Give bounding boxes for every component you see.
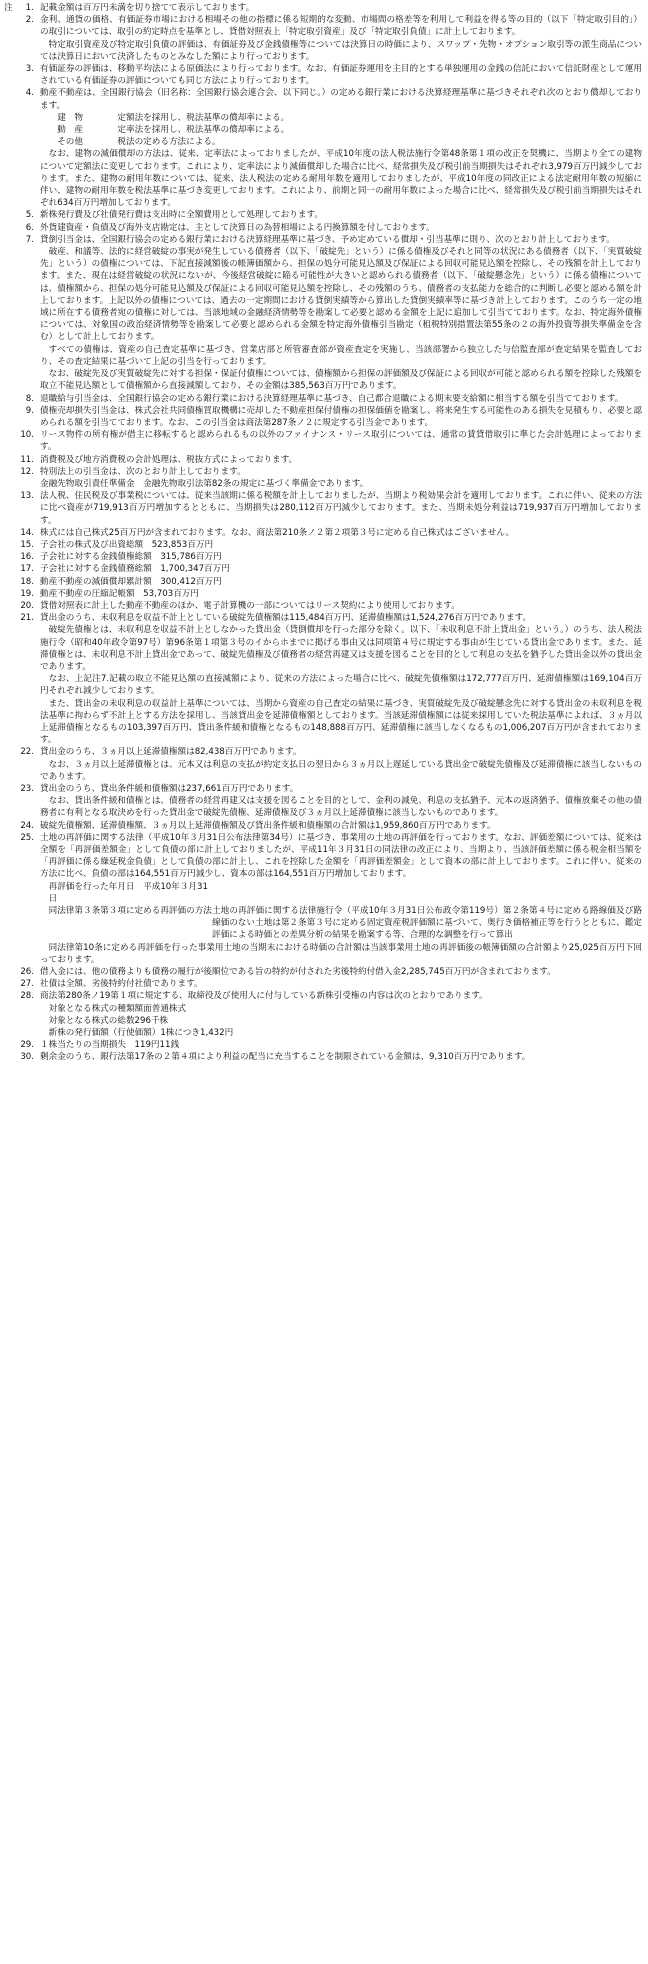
issue-price-row: 新株の発行価額（行使価額） 1株につき1,432円 <box>48 1028 234 1039</box>
revaluation-date: 再評価を行った年月日 平成10年３月31日 <box>48 881 208 904</box>
note-26: 26. 借入金には、他の債務よりも債務の履行が後順位である旨の特約が付された劣後特約付借入金2,285,745百万円が含まれております。 <box>20 967 556 978</box>
depreciation-movables: 動 産 定率法を採用し、税法基準の償却率による。 <box>57 125 290 136</box>
note-13: 13. 法人税、住民税及び事業税については、従来当該期に係る税額を計上しておりましたが、当期より税効果会計を適用しております。これに伴い、従来の方法に比べ資産が719,913百万円増加するとともに、当期損失は280,112百万円減少しております。また、当期未処分利益は719,937百万円増加しております。 <box>20 491 642 526</box>
note-27: 27. 社債は全額、劣後特約付社債であります。 <box>20 979 203 990</box>
depreciation-other: その他 税法の定める方法による。 <box>57 137 221 148</box>
note-5: 5. 新株発行費及び社債発行費は支出時に全額費用として処理しております。 <box>25 210 323 221</box>
note-18: 18. 動産不動産の減価償却累計額 300,412百万円 <box>20 576 222 587</box>
note-15: 15. 子会社の株式及び出資総額 523,853百万円 <box>20 539 214 550</box>
stock-total-row: 対象となる株式の総数 296千株 <box>48 1015 169 1026</box>
note-9: 9. 債権売却損失引当金は、株式会社共同債権買取機構に売却した不動産担保付債権の担保価値を勘案し、将来発生する可能性のある損失を見積もり、必要と認められる額を引当てております。なお、この引当金は商法第287条ノ２に規定する引当金であります。 <box>25 405 642 428</box>
note-3: 3. 有価証券の評価は、移動平均法による原価法により行っております。なお、有価証券運用を主目的とする単独運用の金銭の信託において信託財産として運用されている有価証券の評価についても同じ方法により行っております。 <box>25 64 642 87</box>
note-25: 25. 土地の再評価に関する法律（平成10年３月31日公布法律第34号）に基づき、事業用の土地の再評価を行っております。なお、評価差額については、従来は全額を「再評価差額金」として負債の部に計上しておりましたが、平成11年３月31日の同法律の改正により、当期より、当該評価差額に係る税金相当額を「再評価に係る繰延税金負債」として負債の部に計上し、これを控除した金額を「再評価差額金」として資本の部に計上しております。これに伴い、従来の方法に比べ、負債の部は164,551百万円減少し、資本の部は164,551百万円増加しております。 再評価を行った年月日 平成10年３月31日 同法律第３条第３項に定める再評価の方法 土地の再評価に関する法律施行令（平成10年３月31日公布政令第119号）第２条第４号に定める路線価及び路線価のない土地は第２条第３号に定める固定資産税評価額に基づいて、奥行き価格補正等を行うとともに、鑑定評価による時価との差異分析の結果を勘案する等、合理的な調整を行って算出 同法律第10条に定める再評価を行った事業用土地の当期末における時価の合計額は当該事業用土地の再評価後の帳簿価額の合計額より25,025百万円下回っております。 <box>20 832 642 965</box>
note-19: 19. 動産不動産の圧縮記帳額 53,703百万円 <box>20 588 199 599</box>
stock-option-details <box>40 1003 642 1040</box>
notes-prefix: 注 <box>4 3 13 13</box>
note-30: 30. 剰余金のうち、銀行法第17条の２第４項により利益の配当に充当することを制限されている金額は、9,310百万円であります。 <box>20 1052 531 1063</box>
depreciation-building: 建 物 定額法を採用し、税法基準の償却率による。 <box>57 112 290 123</box>
note-4: 4. 動産不動産は、全国銀行協会（旧名称：全国銀行協会連合会、以下同じ。）の定める銀行業における決算経理基準に基づきそれぞれ次のとおり償却しております。 建 物 定額法を採用し、税法基準の償却率による。 動 産 定率法を採用し、税法基準の償却率による。 その他 税法の定める方法による。 なお、建物の減価償却の方法は、従来、定率法によっておりましたが、平成10年度の法人税法施行令第48条第１項の改正を契機に、当期より全ての建物について定額法に変更しております。これにより、定率法により減価償却した場合に比べ、経常損失及び税引前当期損失はそれぞれ3,979百万円減少しております。また、建物の耐用年数については、従来、法人税法の定める耐用年数を適用しておりましたが、平成10年度の同改正による法定耐用年数の短縮に伴い、建物の耐用年数を税法基準に基づき変更しております。これにより、前期と同一の耐用年数によった場合に比べ、経常損失及び税引前当期損失はそれぞれ634百万円増加しております。 <box>25 88 642 209</box>
note-11: 11. 消費税及び地方消費税の会計処理は、税抜方式によっております。 <box>20 454 298 465</box>
note-6: 6. 外貨建資産・負債及び海外支店勘定は、主として決算日の為替相場による円換算額を付しております。 <box>25 222 435 233</box>
note-23: 23. 貸出金のうち、貸出条件緩和債権額は237,661百万円であります。 なお、貸出条件緩和債権とは、債務者の経営再建又は支援を図ることを目的として、金利の減免、利息の支払猶予、元本の返済猶予、債権放棄その他の債務者に有利となる取決めを行った貸出金で破綻先債権、延滞債権及び３ヵ月以上延滞債権に該当しないものであります。 <box>20 784 642 819</box>
note-20: 20. 貸借対照表に計上した動産不動産のほか、電子計算機の一部についてはリース契約により使用しております。 <box>20 600 460 611</box>
note-17: 17. 子会社に対する金銭債務総額 1,700,347百万円 <box>20 564 230 575</box>
revaluation-method: 同法律第３条第３項に定める再評価の方法 土地の再評価に関する法律施行令（平成10年３月31日公布政令第119号）第２条第４号に定める路線価及び路線価のない土地は第２条第３号に定める固定資産税評価額に基づいて、奥行き価格補正等を行うとともに、鑑定評価による時価との差異分析の結果を勘案する等、合理的な調整を行って算出 <box>48 906 642 941</box>
note-16: 16. 子会社に対する金銭債権総額 315,786百万円 <box>20 552 222 563</box>
note-7: 7. 貸倒引当金は、全国銀行協会の定める銀行業における決算経理基準に基づき、予め定めている償却・引当基準に則り、次のとおり計上しております。 破産、和議等、法的に経営破綻の事実が発生している債務者（以下、「破綻先」という）に係る債権及びそれと同等の状況にある債務者（以下、「実質破綻先」という）の債権については、下記直接減額後の帳簿価額から、担保の処分可能見込額及び保証による回収可能見込額を控除し、その残額を計上しております。また、現在は経営破綻の状況にないが、今後経営破綻に陥る可能性が大きいと認められる債務者（以下、「破綻懸念先」という）に係る債権については、債権額から、担保の処分可能見込額及び保証による回収可能見込額を控除し、その残額のうち、債務者の支払能力を総合的に判断し必要と認める額を計上しております。上記以外の債権については、過去の一定期間における貸倒実績等から算出した貸倒実績率等に基づき計上しております。このうち一定の地域に所在する債務者宛の債権に対しては、当該地域の金融経済情勢等を勘案して必要と認める金額を上記に追加して引当てております。なお、特定海外債権については、対象国の政治経済情勢等を勘案して必要と認められる金額を特定海外債権引当勘定（租税特別措置法第55条の２の海外投資等損失準備金を含む）として計上しております。 すべての債権は、資産の自己査定基準に基づき、営業店部と所管審査部が資産査定を実施し、当該部署から独立した与信監査部が査定結果を監査しており、その査定結果に基づいて上記の引当を行っております。 なお、破綻先及び実質破綻先に対する担保・保証付債権については、債権額から担保の評価額及び保証による回収が可能と認められる額を控除した残額を取立不能見込額として債権額から直接減額しており、その金額は385,563百万円であります。 <box>25 234 642 392</box>
note-10: 10. リース物件の所有権が借主に移転すると認められるもの以外のファイナンス・リース取引については、通常の賃貸借取引に準じた会計処理によっております。 <box>20 430 642 453</box>
note-29: 29. １株当たりの当期損失 119円11銭 <box>20 1040 180 1051</box>
note-1: 注 1. 記載金額は百万円未満を切り捨てて表示しております。 <box>4 3 255 13</box>
note-8: 8. 退職給与引当金は、全国銀行協会の定める銀行業における決算経理基準に基づき、自己都合退職による期末要支給額に相当する額を引当てております。 <box>25 393 624 404</box>
stock-type-row: 対象となる株式の種類 額面普通株式 <box>48 1003 187 1014</box>
note-2: 2. 金利、通貨の価格、有価証券市場における相場その他の指標に係る短期的な変動、市場間の格差等を利用して利益を得る等の目的（以下「特定取引目的」）の取引については、取引の約定時点を基準とし、貸借対照表上「特定取引資産」及び「特定取引負債」に計上しております。 特定取引資産及び特定取引負債の評価は、有価証券及び金銭債権等については決算日の時価により、スワップ・先物・オプション取引等の派生商品については決算日において決済したものとみなした額により行っております。 <box>25 15 642 62</box>
note-28: 28. 商法第280条ノ19第１項に規定する、取締役及び使用人に付与している新株引受権の内容は次のとおりであります。 対象となる株式の種類 額面普通株式 対象となる株式の総数 296千株 新株の発行価額（行使価額） 1株につき1,432円 <box>4 990 642 1039</box>
note-14: 14. 株式には自己株式25百万円が含まれております。なお、商法第210条ノ２第２項第３号に定める自己株式はございません。 <box>20 527 515 538</box>
note-21: 21. 貸出金のうち、未収利息を収益不計上としている破綻先債権額は115,484百万円、延滞債権額は1,524,276百万円であります。 破綻先債権とは、未収利息を収益不計上としなかった貸出金（貸倒償却を行った部分を除く。以下、「未収利息不計上貸出金」という。）のうち、法人税法施行令（昭和40年政令第97号）第96条第１項第３号のイからホまでに掲げる事由又は同項第４号に規定する事由が生じている貸出金であります。また、延滞債権とは、未収利息不計上貸出金であって、破綻先債権及び債務者の経営再建又は支援を図ることを目的として利息の支払を猶予した貸出金以外の貸出金であります。 なお、上記注7.記載の取立不能見込額の直接減額により、従来の方法によった場合に比べ、破綻先債権額は172,777百万円、延滞債権額は169,104百万円それぞれ減少しております。 また、貸出金の未収利息の収益計上基準については、当期から資産の自己査定の結果に基づき、実質破綻先及び破綻懸念先に対する貸出金の未収利息を税法基準に拘わらず不計上とする方法を採用し、当該貸出金を延滞債権額としております。当該延滞債権額には従来採用していた税法基準によれば、３ヵ月以上延滞債権となるもの103,397百万円、貸出条件緩和債権となるもの148,888百万円、延滞債権に該当しなくなるもの1,006,207百万円が含まれております。 <box>20 613 642 746</box>
note-12: 12. 特別法上の引当金は、次のとおり計上しております。 金融先物取引責任準備金 金融先物取引法第82条の規定に基づく準備金であります。 <box>20 466 369 489</box>
note-24: 24. 破綻先債権額、延滞債権額、３ヵ月以上延滞債権額及び貸出条件緩和債権額の合計額は1,959,860百万円であります。 <box>20 820 496 831</box>
note-22: 22. 貸出金のうち、３ヵ月以上延滞債権額は82,438百万円であります。 なお、３ヵ月以上延滞債権とは、元本又は利息の支払が約定支払日の翌日から３ヵ月以上遅延している貸出金で破綻先債権及び延滞債権に該当しないものであります。 <box>20 747 642 782</box>
